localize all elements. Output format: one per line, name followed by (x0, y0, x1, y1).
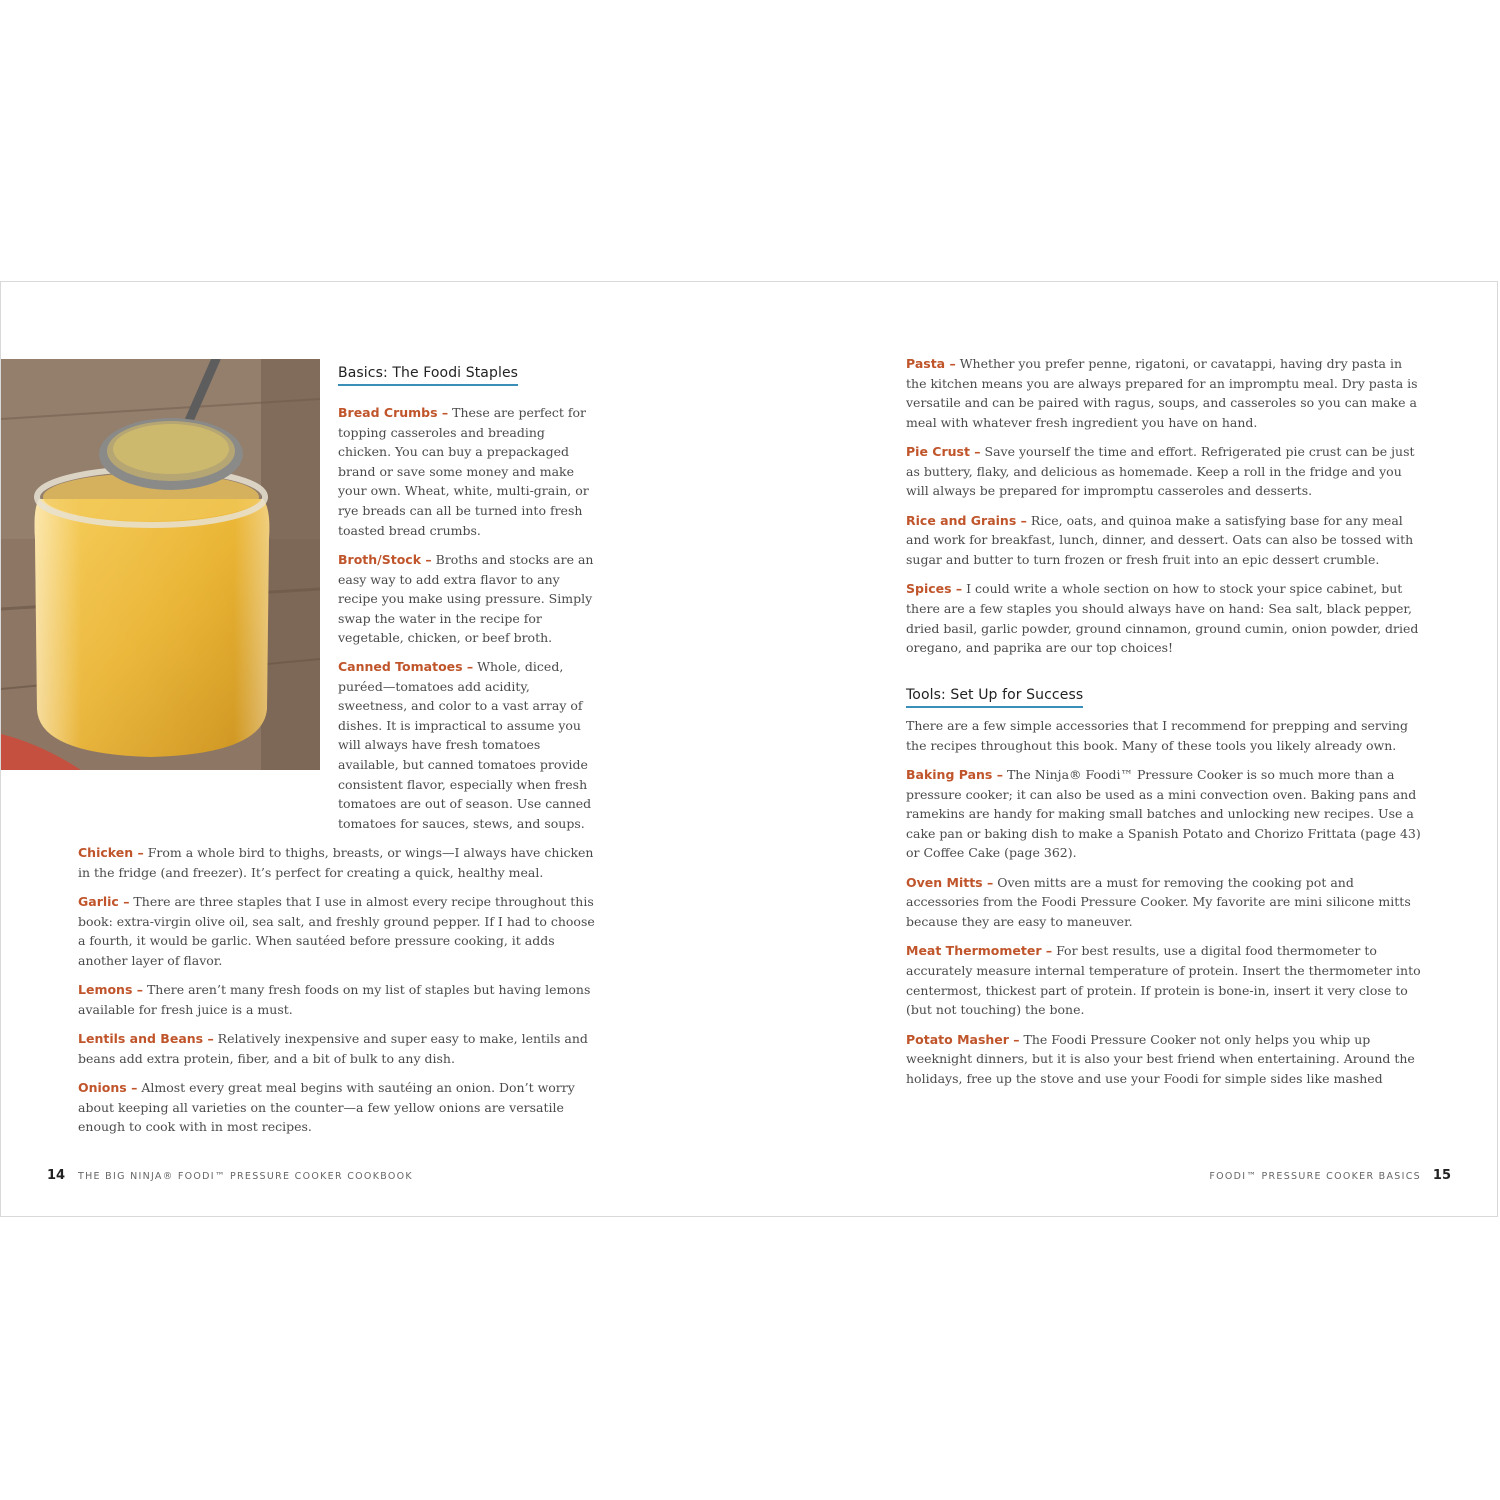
staple-garlic (78, 892, 598, 970)
staple-description: Broths and stocks are an easy way to add extra flavor to any recipe you make using pressure. Simply swap the water in the recipe for vegetable, chicken, or beef broth. (338, 551, 594, 646)
staple-term: Onions – (78, 1080, 138, 1096)
staple-term: Canned Tomatoes – (338, 659, 474, 674)
tool-term: Oven Mitts – (906, 874, 994, 890)
tool-term: Meat Thermometer – (906, 943, 1053, 959)
tool-description: For best results, use a digital food thermometer to accurately measure internal temperature of protein. Insert the thermometer into centermost, thickest part of protein. If protein is bone-in, insert it very close to (but not touching) the bone. (906, 943, 1421, 1018)
tool-baking-pans (906, 765, 1426, 863)
tool-term: Potato Masher – (906, 1031, 1020, 1047)
staple-description: There aren’t many fresh foods on my list of staples but having lemons available for fresh juice is a must. (78, 982, 591, 1017)
staple-rice-grains (906, 511, 1426, 570)
tool-description: Oven mitts are a must for removing the cooking pot and accessories from the Foodi Pressure Cooker. My favorite are mini silicone mitts because they are easy to maneuver. (906, 874, 1411, 929)
staple-description: Whole, diced, puréed—tomatoes add acidity, sweetness, and color to a vast array of dishes. It is impractical to assume you will always have fresh tomatoes available, but canned tomatoes provide consistent flavor, especially when fresh tomatoes are out of season. Use canned tomatoes for sauces, stews, and soups. (338, 659, 592, 831)
book-spread (0, 281, 1498, 1217)
staple-description: There are three staples that I use in almost every recipe throughout this book: extra-virgin olive oil, sea salt, and freshly ground pepper. If I had to choose a fourth, it would be garlic. When sautéed before pressure cooking, it adds another layer of flavor. (78, 894, 595, 968)
tool-description: The Foodi Pressure Cooker not only helps you whip up weeknight dinners, but it is also your best friend when entertaining. Around the holidays, free up the stove and use your Foodi for simple sides like mashed (906, 1031, 1415, 1086)
staple-description: Rice, oats, and quinoa make a satisfying base for any meal and work for breakfast, lunch, dinner, and dessert. Oats can also be tossed with sugar and butter to turn frozen or fresh fruit into an epic dessert crumble. (906, 512, 1414, 567)
staple-term: Pasta – (906, 356, 956, 371)
staples-wrapped-column (338, 403, 600, 658)
tool-potato-masher (906, 1030, 1426, 1089)
page-number-right: 15 (1432, 1168, 1451, 1183)
staple-onions (78, 1078, 598, 1137)
staple-bread-crumbs (338, 403, 600, 540)
page-number-left: 14 (47, 1168, 66, 1183)
tools-column (906, 716, 1426, 1098)
staple-term: Broth/Stock – (338, 551, 432, 567)
staples-main-column (78, 657, 598, 1147)
staple-term: Lemons – (78, 982, 143, 998)
staple-description: Save yourself the time and effort. Refrigerated pie crust can be just as buttery, flaky, and delicious as homemade. Keep a roll in the fridge and you will always be prepared for impromptu casseroles and desserts. (906, 444, 1415, 499)
staple-term: Bread Crumbs – (338, 405, 449, 420)
staple-term: Chicken – (78, 845, 144, 861)
section-title-tools: Tools: Set Up for Success (906, 687, 1083, 708)
staple-chicken (78, 843, 598, 882)
staple-term: Spices – (906, 581, 963, 597)
tools-intro: There are a few simple accessories that I recommend for prepping and serving the recipes throughout this book. Many of these tools you likely already own. (906, 718, 1408, 753)
staple-description: I could write a whole section on how to stock your spice cabinet, but there are a few staples you should always have on hand: Sea salt, black pepper, dried basil, garlic powder, ground cinnamon, ground cumin, onion powder, dried oregano, and paprika are our top choices! (906, 581, 1419, 656)
staple-broth-stock (338, 550, 600, 648)
staple-description: Relatively inexpensive and super easy to make, lentils and beans add extra protein, fiber, and a bit of bulk to any dish. (78, 1031, 588, 1066)
staple-description: From a whole bird to thighs, breasts, or wings—I always have chicken in the fridge (and freezer). It’s perfect for creating a quick, healthy meal. (78, 845, 594, 880)
tool-description: The Ninja® Foodi™ Pressure Cooker is so much more than a pressure cooker; it can also be used as a mini convection oven. Baking pans and ramekins are handy for making small batches and unlocking new recipes. Use a cake pan or baking dish to make a Spanish Potato and Chorizo Frittata (page 43) or Coffee Cake (page 362). (906, 766, 1421, 861)
staple-term: Lentils and Beans – (78, 1031, 214, 1047)
tool-oven-mitts (906, 873, 1426, 932)
tool-meat-thermometer (906, 941, 1426, 1019)
staple-term: Pie Crust – (906, 444, 981, 460)
running-head-right: FOODI™ PRESSURE COOKER BASICS (1209, 1171, 1421, 1182)
tool-term: Baking Pans – (906, 766, 1003, 782)
running-head-left: THE BIG NINJA® FOODI™ PRESSURE COOKER COOKBOOK (78, 1171, 413, 1182)
staple-pie-crust (906, 442, 1426, 501)
staple-canned-tomatoes (78, 657, 598, 833)
staple-lemons (78, 980, 598, 1019)
staple-spices (906, 579, 1426, 657)
staple-term: Garlic – (78, 894, 130, 910)
staple-term: Rice and Grains – (906, 512, 1027, 528)
staple-pasta (906, 354, 1426, 432)
staple-lentils-beans (78, 1029, 598, 1068)
staple-description: Whether you prefer penne, rigatoni, or cavatappi, having dry pasta in the kitchen means you are always prepared for an impromptu meal. Dry pasta is versatile and can be paired with ragus, soups, and casseroles so you can make a meal with whatever fresh ingredient you have on hand. (906, 356, 1418, 430)
staples-continued-column (906, 354, 1426, 668)
staple-description: These are perfect for topping casseroles and breading chicken. You can buy a prepackaged brand or save some money and make your own. Wheat, white, multi-grain, or rye breads can all be turned into fresh toasted bread crumbs. (338, 405, 589, 538)
section-title-staples: Basics: The Foodi Staples (338, 365, 518, 386)
staple-description: Almost every great meal begins with sautéing an onion. Don’t worry about keeping all varieties on the counter—a few yellow onions are versatile enough to cook with in most recipes. (78, 1080, 575, 1135)
